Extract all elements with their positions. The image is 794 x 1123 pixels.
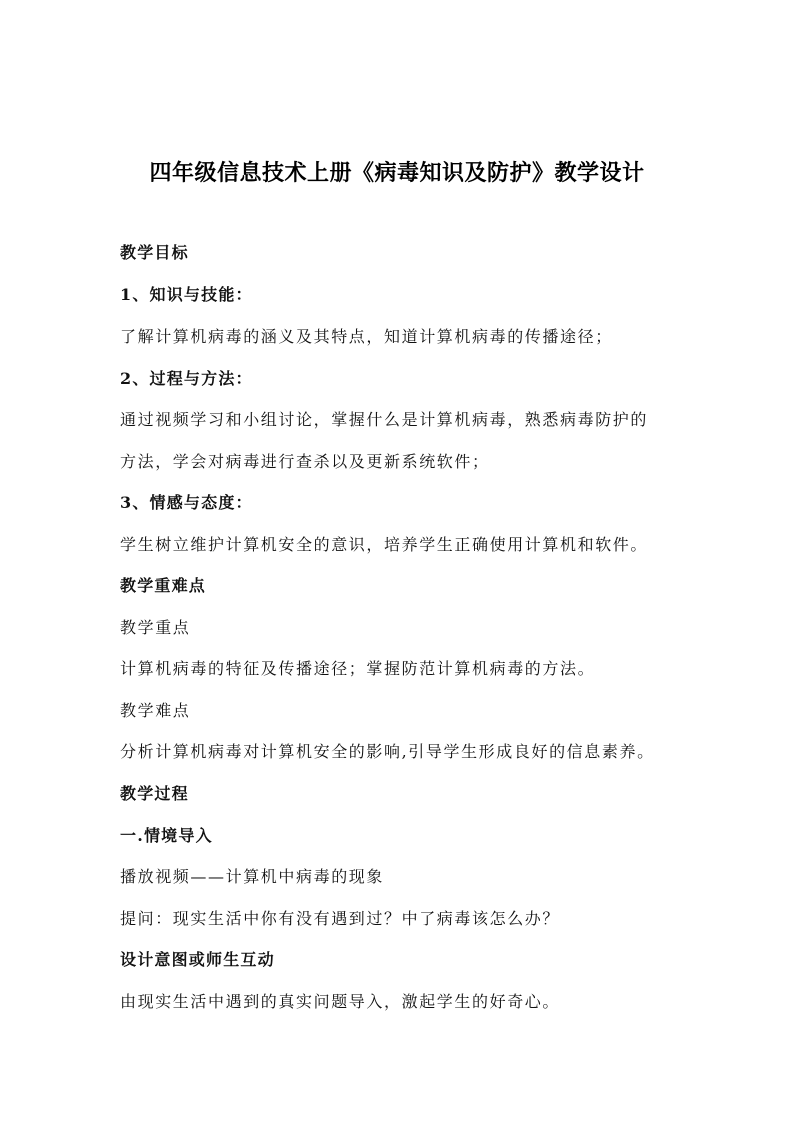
paragraph-line: 提问：现实生活中你有没有遇到过？中了病毒该怎么办？ xyxy=(120,909,561,928)
subheading-difficult-points: 教学难点 xyxy=(120,701,191,720)
paragraph-line: 由现实生活中遇到的真实问题导入，激起学生的好奇心。 xyxy=(120,992,561,1011)
subheading-key-points: 教学重点 xyxy=(120,618,191,637)
heading-teaching-objectives: 教学目标 xyxy=(120,243,189,262)
subheading-process-methods: 2、过程与方法： xyxy=(120,369,253,388)
paragraph-line: 通过视频学习和小组讨论，掌握什么是计算机病毒，熟悉病毒防护的 xyxy=(120,410,649,429)
paragraph-line: 学生树立维护计算机安全的意识，培养学生正确使用计算机和软件。 xyxy=(120,535,649,554)
paragraph-line: 播放视频——计算机中病毒的现象 xyxy=(120,867,385,886)
paragraph-line: 方法，学会对病毒进行查杀以及更新系统软件； xyxy=(120,452,490,471)
paragraph-line: 计算机病毒的特征及传播途径；掌握防范计算机病毒的方法。 xyxy=(120,659,596,678)
paragraph-line: 分析计算机病毒对计算机安全的影响,引导学生形成良好的信息素养。 xyxy=(120,742,655,761)
subheading-situation-intro: 一.情境导入 xyxy=(120,826,213,845)
heading-teaching-process: 教学过程 xyxy=(120,784,189,803)
subheading-design-intent: 设计意图或师生互动 xyxy=(120,950,275,969)
heading-key-difficult-points: 教学重难点 xyxy=(120,576,207,595)
subheading-emotion-attitude: 3、情感与态度： xyxy=(120,493,253,512)
paragraph-line: 了解计算机病毒的涵义及其特点，知道计算机病毒的传播途径； xyxy=(120,327,613,346)
subheading-knowledge-skills: 1、知识与技能： xyxy=(120,285,253,304)
document-title: 四年级信息技术上册《病毒知识及防护》教学设计 xyxy=(149,161,645,186)
